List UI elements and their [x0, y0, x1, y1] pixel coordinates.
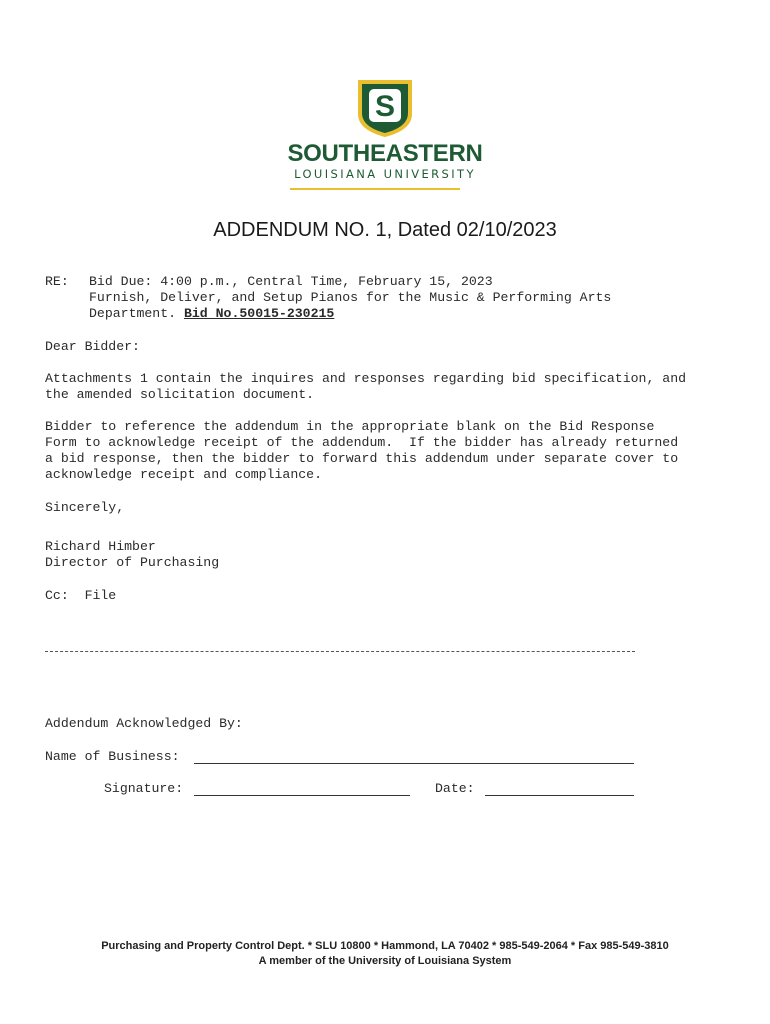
signature-field[interactable] [194, 795, 410, 796]
closing: Sincerely, [45, 500, 125, 515]
para1-line-2: the amended solicitation document. [45, 387, 315, 402]
university-subname: LOUISIANA UNIVERSITY [294, 167, 476, 181]
separator-line [45, 651, 635, 652]
para1-line-1: Attachments 1 contain the inquires and responses regarding bid specification, and [45, 371, 687, 386]
date-field[interactable] [485, 795, 634, 796]
shield-letter: S [374, 90, 396, 123]
date-label: Date: [435, 781, 475, 796]
signer-title: Director of Purchasing [45, 555, 220, 570]
acknowledgement-heading: Addendum Acknowledged By: [45, 716, 243, 731]
re-line-1: Bid Due: 4:00 p.m., Central Time, February 15, 2023 [89, 274, 493, 289]
salutation: Dear Bidder: [45, 339, 140, 354]
footer-member: A member of the University of Louisiana System [258, 955, 512, 967]
document-title: ADDENDUM NO. 1, Dated 02/10/2023 [213, 219, 557, 241]
university-shield-logo [356, 78, 414, 138]
re-label: RE: [45, 274, 69, 289]
business-name-field[interactable] [194, 763, 634, 764]
para2-line-3: a bid response, then the bidder to forward this addendum under separate cover to [45, 451, 679, 466]
signer-name: Richard Himber [45, 539, 156, 554]
cc-line: Cc: File [45, 588, 117, 603]
logo-divider [290, 188, 460, 190]
re-line-3-prefix: Department. [89, 306, 184, 321]
para2-line-2: Form to acknowledge receipt of the addendum. If the bidder has already returned [45, 435, 679, 450]
re-line-2: Furnish, Deliver, and Setup Pianos for the Music & Performing Arts [89, 290, 612, 305]
university-name: SOUTHEASTERN [287, 140, 483, 167]
re-line-3 [89, 306, 334, 322]
para2-line-4: acknowledge receipt and compliance. [45, 467, 322, 482]
footer-contact: Purchasing and Property Control Dept. * SLU 10800 * Hammond, LA 70402 * 985-549-2064 * Fax 985-549-3810 [101, 940, 669, 952]
business-label: Name of Business: [45, 749, 180, 764]
bid-number: Bid No.50015-230215 [183, 306, 335, 321]
para2-line-1: Bidder to reference the addendum in the appropriate blank on the Bid Response [45, 419, 655, 434]
signature-label: Signature: [104, 781, 184, 796]
